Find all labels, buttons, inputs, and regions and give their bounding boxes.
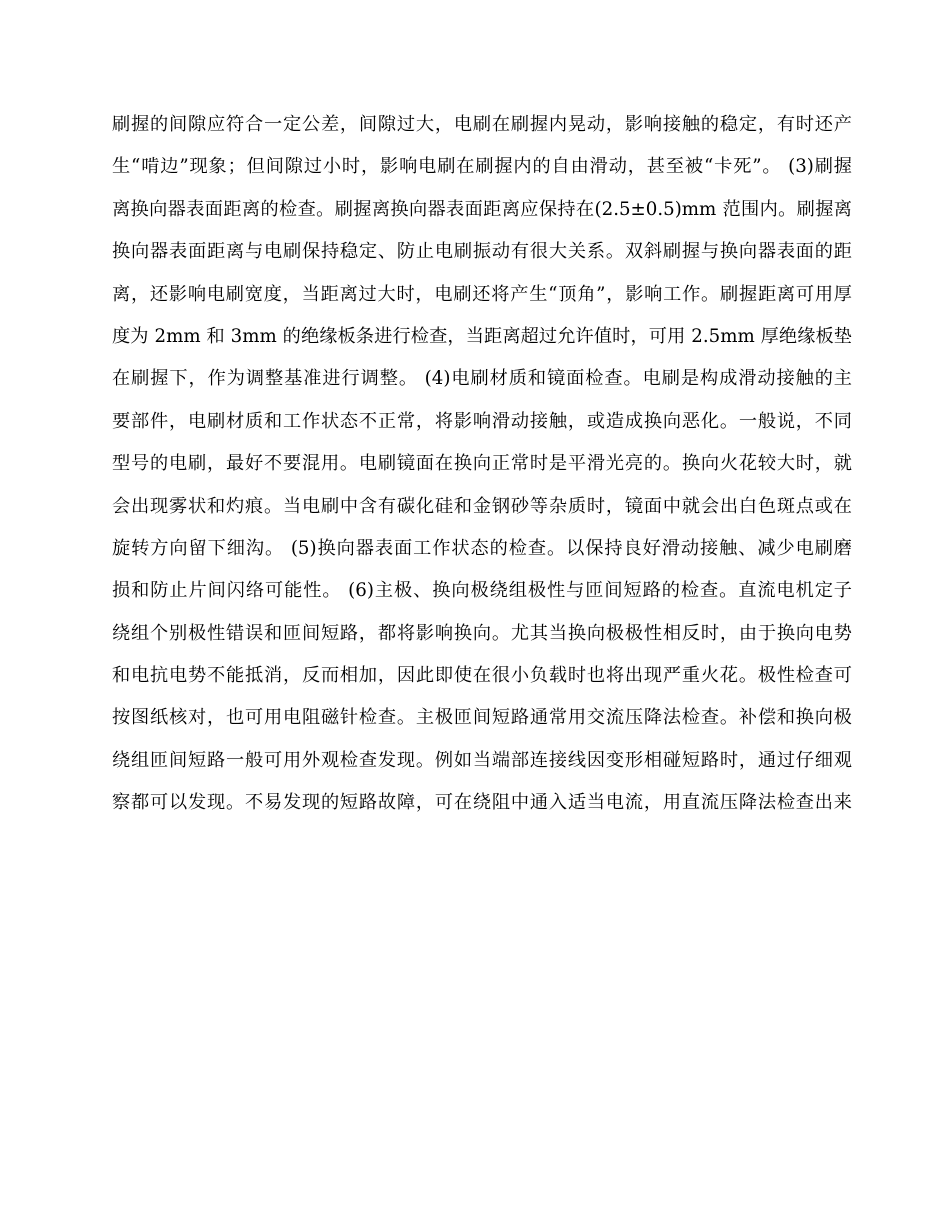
text-line: 离，还影响电刷宽度，当距离过大时，电刷还将产生“顶角”，影响工作。刷握距离可用厚 — [112, 283, 852, 305]
text-line: 要部件，电刷材质和工作状态不正常，将影响滑动接触，或造成换向恶化。一般说，不同 — [112, 410, 852, 432]
text-line: 刷握的间隙应符合一定公差，间隙过大，电刷在刷握内晃动，影响接触的稳定，有时还产 — [112, 114, 852, 135]
text-line: 度为 2mm 和 3mm 的绝缘板条进行检查，当距离超过允许值时，可用 2.5mm 厚绝缘板垫 — [112, 325, 852, 347]
text-line: 型号的电刷，最好不要混用。电刷镜面在换向正常时是平滑光亮的。换向火花较大时，就 — [112, 453, 852, 475]
text-line: 生“啃边”现象；但间隙过小时，影响电刷在刷握内的自由滑动，甚至被“卡死”。 (3)刷握 — [112, 156, 852, 178]
text-line: 旋转方向留下细沟。 (5)换向器表面工作状态的检查。以保持良好滑动接触、减少电刷磨 — [112, 537, 852, 559]
text-line: 按图纸核对，也可用电阻磁针检查。主极匝间短路通常用交流压降法检查。补偿和换向极 — [112, 707, 852, 729]
text-line: 在刷握下，作为调整基准进行调整。 (4)电刷材质和镜面检查。电刷是构成滑动接触的主 — [112, 368, 852, 390]
text-line: 绕组个别极性错误和匝间短路，都将影响换向。尤其当换向极极性相反时，由于换向电势 — [112, 622, 852, 644]
text-line: 损和防止片间闪络可能性。 (6)主极、换向极绕组极性与匝间短路的检查。直流电机定子 — [112, 580, 852, 602]
text-line: 离换向器表面距离的检查。刷握离换向器表面距离应保持在(2.5±0.5)mm 范围内。刷握离 — [112, 198, 852, 220]
text-line: 会出现雾状和灼痕。当电刷中含有碳化硅和金钢砂等杂质时，镜面中就会出白色斑点或在 — [112, 495, 852, 517]
text-line: 和电抗电势不能抵消，反而相加，因此即使在很小负载时也将出现严重火花。极性检查可 — [112, 665, 852, 687]
text-line: 换向器表面距离与电刷保持稳定、防止电刷振动有很大关系。双斜刷握与换向器表面的距 — [112, 241, 852, 263]
text-line: 察都可以发现。不易发现的短路故障，可在绕阻中通入适当电流，用直流压降法检查出来 — [112, 792, 852, 814]
body-paragraph — [112, 108, 852, 829]
text-line: 绕组匝间短路一般可用外观检查发现。例如当端部连接线因变形相碰短路时，通过仔细观 — [112, 749, 852, 771]
